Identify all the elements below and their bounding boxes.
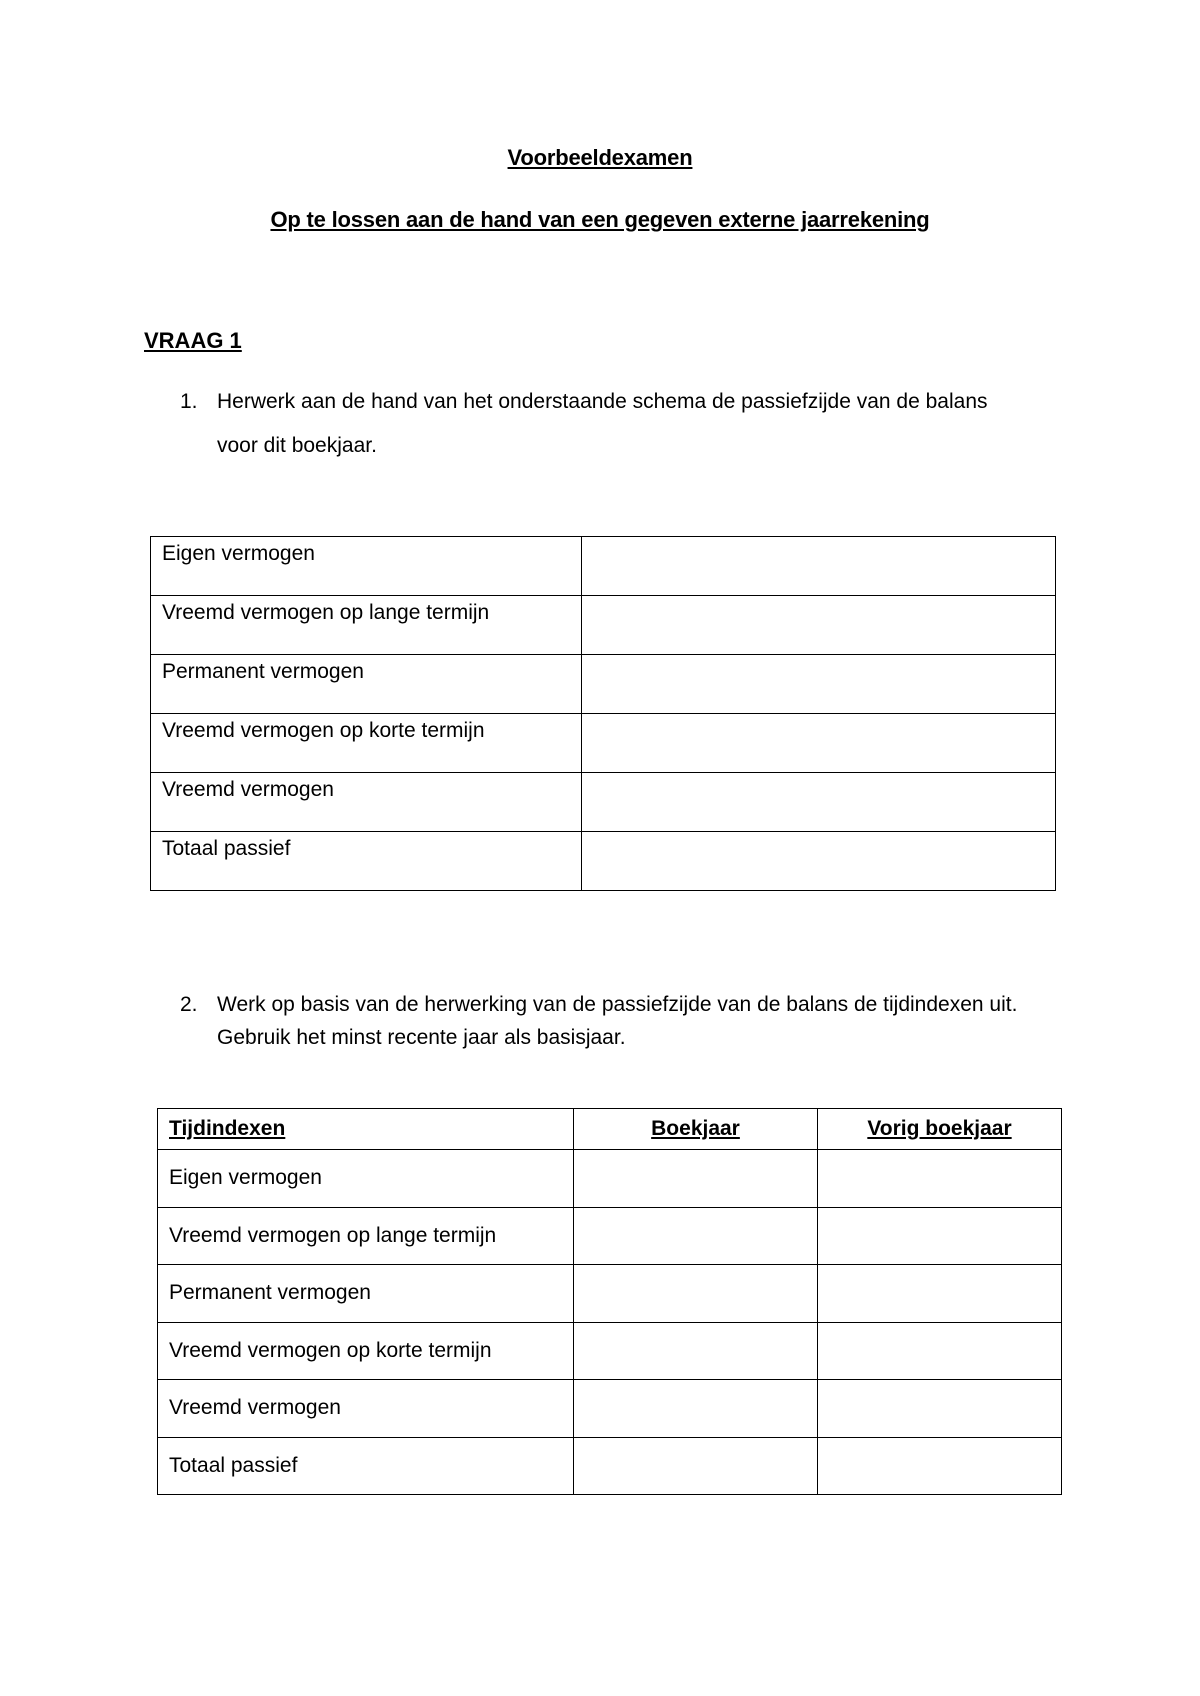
question-1-number: 1. <box>180 390 198 413</box>
table-row <box>151 596 1056 655</box>
row-label: Vreemd vermogen op korte termijn <box>158 1322 574 1380</box>
boekjaar-cell[interactable] <box>574 1322 818 1380</box>
table-row <box>151 537 1056 596</box>
document-subtitle: Op te lossen aan de hand van een gegeven externe jaarrekening <box>270 207 930 232</box>
vorig-boekjaar-cell[interactable] <box>818 1322 1062 1380</box>
passive-balance-table <box>150 536 1056 891</box>
row-label: Permanent vermogen <box>151 655 582 714</box>
table-row <box>158 1322 1062 1380</box>
question-2-number: 2. <box>180 993 198 1016</box>
question-2-text-line1: Werk op basis van de herwerking van de passiefzijde van de balans de tijdindexen uit. <box>217 993 1018 1016</box>
row-label: Vreemd vermogen op korte termijn <box>151 714 582 773</box>
row-label: Totaal passief <box>151 832 582 891</box>
vorig-boekjaar-cell[interactable] <box>818 1380 1062 1438</box>
table-row <box>151 773 1056 832</box>
table-row <box>158 1150 1062 1208</box>
boekjaar-cell[interactable] <box>574 1265 818 1323</box>
table-row <box>151 832 1056 891</box>
question-1-text-line1: Herwerk aan de hand van het onderstaande schema de passiefzijde van de balans <box>217 390 988 413</box>
section-heading: VRAAG 1 <box>144 328 242 353</box>
document-title: Voorbeeldexamen <box>507 145 693 170</box>
answer-cell[interactable] <box>582 714 1056 773</box>
answer-cell[interactable] <box>582 773 1056 832</box>
boekjaar-cell[interactable] <box>574 1150 818 1208</box>
boekjaar-cell[interactable] <box>574 1207 818 1265</box>
table-header-row <box>158 1109 1062 1150</box>
question-1-text-line2: voor dit boekjaar. <box>217 434 377 457</box>
row-label: Vreemd vermogen op lange termijn <box>158 1207 574 1265</box>
question-2-text-line2: Gebruik het minst recente jaar als basisjaar. <box>217 1026 626 1049</box>
answer-cell[interactable] <box>582 537 1056 596</box>
table-row <box>158 1265 1062 1323</box>
table-row <box>158 1437 1062 1495</box>
vorig-boekjaar-cell[interactable] <box>818 1265 1062 1323</box>
row-label: Permanent vermogen <box>158 1265 574 1323</box>
row-label: Vreemd vermogen <box>158 1380 574 1438</box>
header-tijdindexen: Tijdindexen <box>158 1109 574 1150</box>
table-row <box>151 655 1056 714</box>
answer-cell[interactable] <box>582 596 1056 655</box>
row-label: Eigen vermogen <box>158 1150 574 1208</box>
answer-cell[interactable] <box>582 655 1056 714</box>
table-row <box>158 1380 1062 1438</box>
table-row <box>151 714 1056 773</box>
boekjaar-cell[interactable] <box>574 1380 818 1438</box>
header-vorig-boekjaar: Vorig boekjaar <box>818 1109 1062 1150</box>
row-label: Vreemd vermogen <box>151 773 582 832</box>
vorig-boekjaar-cell[interactable] <box>818 1207 1062 1265</box>
table-row <box>158 1207 1062 1265</box>
boekjaar-cell[interactable] <box>574 1437 818 1495</box>
row-label: Vreemd vermogen op lange termijn <box>151 596 582 655</box>
vorig-boekjaar-cell[interactable] <box>818 1150 1062 1208</box>
answer-cell[interactable] <box>582 832 1056 891</box>
row-label: Totaal passief <box>158 1437 574 1495</box>
time-index-table <box>157 1108 1062 1495</box>
vorig-boekjaar-cell[interactable] <box>818 1437 1062 1495</box>
header-boekjaar: Boekjaar <box>574 1109 818 1150</box>
row-label: Eigen vermogen <box>151 537 582 596</box>
